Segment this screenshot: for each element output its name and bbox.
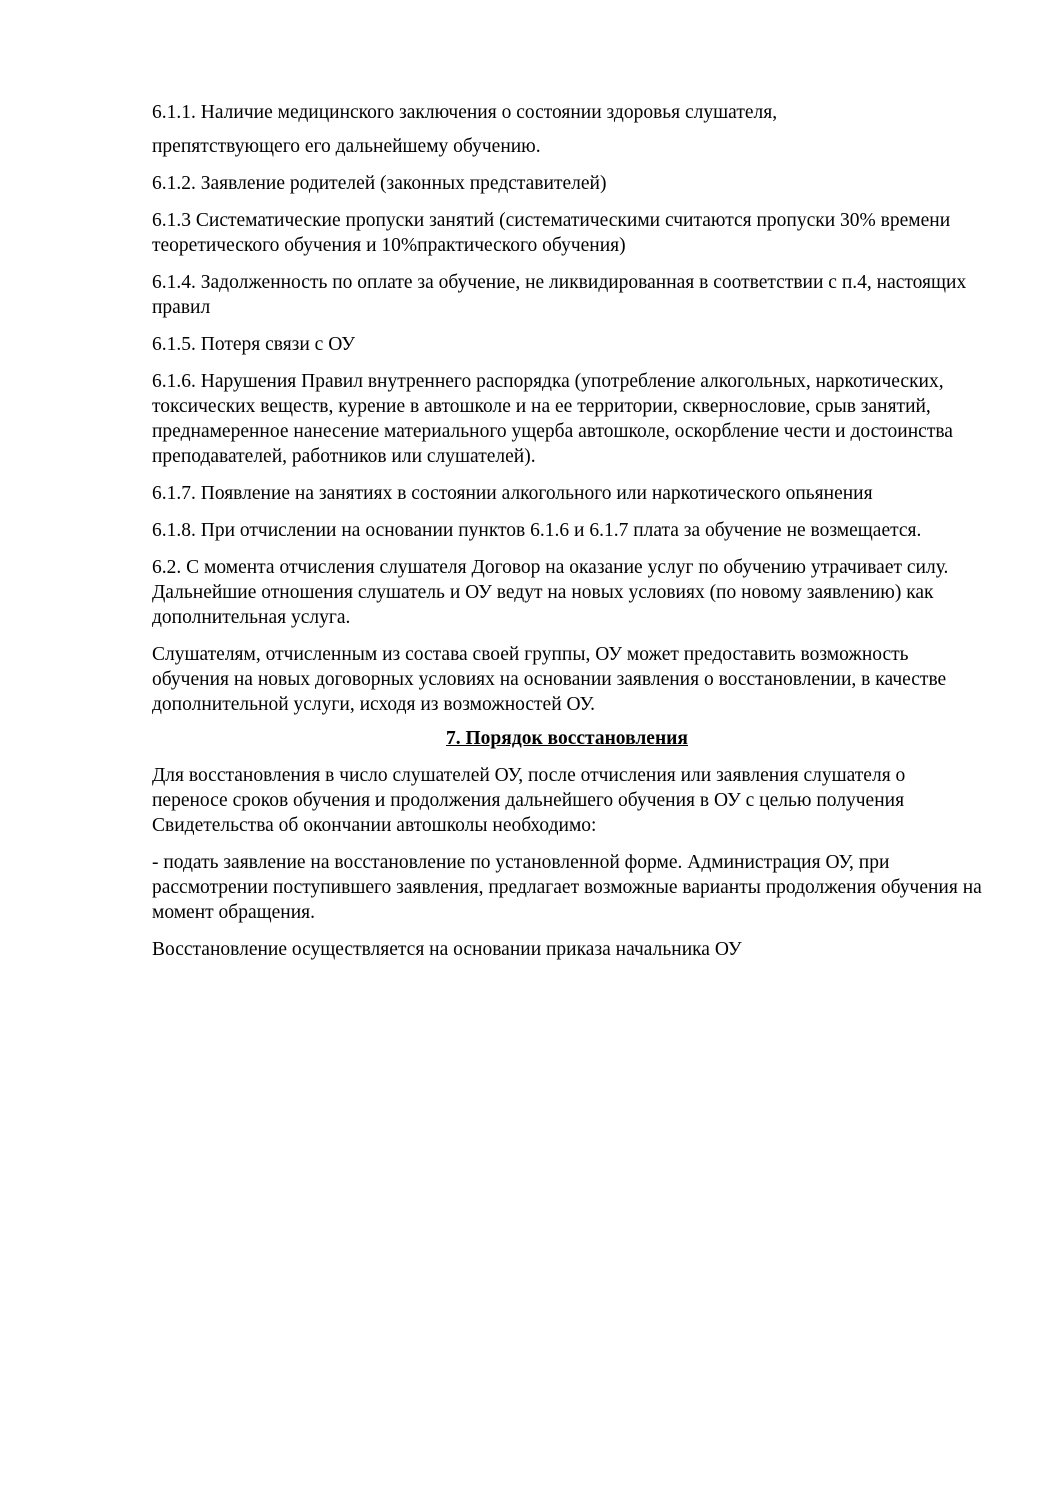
paragraph-6-1-8: 6.1.8. При отчислении на основании пунктов 6.1.6 и 6.1.7 плата за обучение не возмещается. bbox=[152, 520, 922, 541]
paragraph-6-1-1: 6.1.1. Наличие медицинского заключения о состоянии здоровья слушателя, bbox=[152, 102, 778, 123]
paragraph-6-1-4: 6.1.4. Задолженность по оплате за обучение, не ликвидированная в соответствии с п.4, настоящих правил bbox=[152, 272, 967, 318]
paragraph-restoration-requirements: Для восстановления в число слушателей ОУ, после отчисления или заявления слушателя о переносе сроков обучения и продолжения дальнейшего обучения в ОУ с целью получения Свидетельства об окончании автошколы необходимо: bbox=[152, 765, 906, 836]
paragraph-6-1-2: 6.1.2. Заявление родителей (законных представителей) bbox=[152, 173, 607, 194]
paragraph-6-1-1-continued: препятствующего его дальнейшему обучению. bbox=[152, 136, 541, 157]
paragraph-6-1-7: 6.1.7. Появление на занятиях в состоянии алкогольного или наркотического опьянения bbox=[152, 483, 873, 504]
paragraph-reinstatement-note: Слушателям, отчисленным из состава своей группы, ОУ может предоставить возможность обучения на новых договорных условиях на основании заявления о восстановлении, в качестве дополнительной услуги, исходя из возможностей ОУ. bbox=[152, 644, 947, 715]
paragraph-6-1-6: 6.1.6. Нарушения Правил внутреннего распорядка (употребление алкогольных, наркотических, токсических веществ, курение в автошколе и на ее территории, сквернословие, срыв занятий, преднамеренное нанесение материального ущерба автошколе, оскорбление чести и достоинства преподавателей, работников или слушателей). bbox=[152, 371, 953, 467]
section-heading: 7. Порядок восстановления bbox=[446, 728, 688, 749]
paragraph-6-1-3: 6.1.3 Систематические пропуски занятий (систематическими считаются пропуски 30% времени теоретического обучения и 10%практического обучения) bbox=[152, 210, 951, 256]
paragraph-restoration-order: Восстановление осуществляется на основании приказа начальника ОУ bbox=[152, 939, 742, 960]
paragraph-6-2: 6.2. С момента отчисления слушателя Договор на оказание услуг по обучению утрачивает силу. Дальнейшие отношения слушатель и ОУ ведут на новых условиях (по новому заявлению) как дополнительная услуга. bbox=[152, 557, 949, 628]
document-page bbox=[152, 100, 982, 974]
paragraph-6-1-5: 6.1.5. Потеря связи с ОУ bbox=[152, 334, 356, 355]
paragraph-submit-application: - подать заявление на восстановление по установленной форме. Администрация ОУ, при рассмотрении поступившего заявления, предлагает возможные варианты продолжения обучения на момент обращения. bbox=[152, 852, 982, 923]
